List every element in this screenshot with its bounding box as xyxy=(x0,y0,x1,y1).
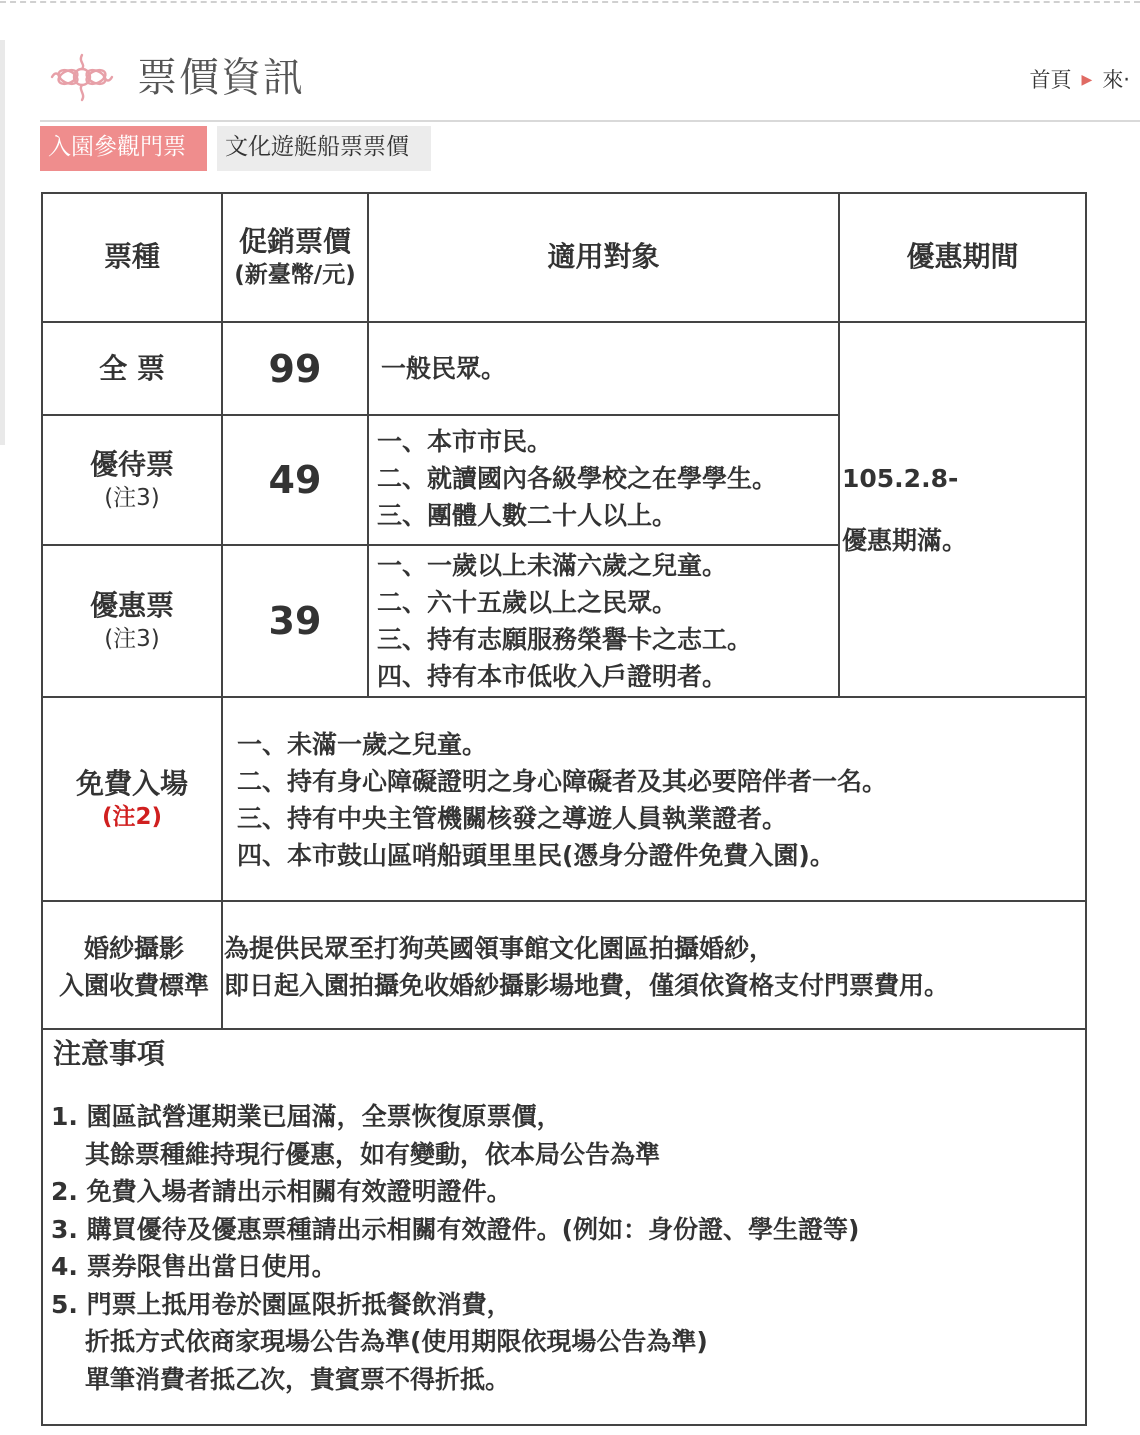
note-line: 4. 票券限售出當日使用。 xyxy=(51,1252,337,1281)
tab-yacht-ticket[interactable]: 文化遊艇船票票價 xyxy=(217,126,431,171)
breadcrumb-home-link[interactable]: 首頁 xyxy=(1029,68,1072,92)
price-table xyxy=(41,192,1087,1426)
target-discount xyxy=(377,547,837,695)
promo-period xyxy=(842,464,1082,556)
target-line: 一、本市市民。 xyxy=(377,427,553,456)
header-price-unit: (新臺幣/元) xyxy=(234,261,356,288)
price-discount xyxy=(223,546,367,696)
ticket-type-concession: 優待票 xyxy=(89,447,174,481)
wedding-label xyxy=(47,930,221,1004)
ticket-type-free: 免費入場 xyxy=(75,766,188,800)
wedding-text-line: 為提供民眾至打狗英國領事館文化園區拍攝婚紗， xyxy=(224,934,775,963)
ticket-type-discount: 優惠票 xyxy=(89,588,174,622)
target-line: 一、一歲以上未滿六歲之兒童。 xyxy=(377,551,728,580)
header-period-label: 優惠期間 xyxy=(906,240,1019,274)
target-line: 三、持有中央主管機關核發之導遊人員執業證者。 xyxy=(237,804,788,833)
price-full-value: 99 xyxy=(268,346,322,391)
header-price-label: 促銷票價 xyxy=(238,225,351,259)
note-line: 1. 園區試營運期業已屆滿，全票恢復原票價， xyxy=(51,1102,562,1131)
target-full xyxy=(381,350,831,387)
ticket-type-concession-note: (注3) xyxy=(104,485,160,512)
header-ticket-type xyxy=(43,194,221,321)
price-full xyxy=(223,323,367,414)
note-line: 3. 購買優待及優惠票種請出示相關有效證件。(例如：身份證、學生證等) xyxy=(51,1214,860,1244)
table-row xyxy=(43,323,221,414)
target-line: 四、本市鼓山區哨船頭里里民(憑身分證件免費入園)。 xyxy=(237,841,835,870)
page-title: 票價資訊 xyxy=(137,55,305,101)
header-target xyxy=(369,194,838,321)
knot-ornament-icon xyxy=(48,50,116,104)
target-line: 二、就讀國內各級學校之在學學生。 xyxy=(377,464,778,493)
wedding-label-line: 婚紗攝影 xyxy=(83,934,184,963)
price-discount-value: 39 xyxy=(268,599,322,643)
ticket-type-full: 全 票 xyxy=(99,351,165,385)
notes-list xyxy=(51,1098,1081,1398)
page-header xyxy=(40,40,1140,122)
note-line: 5. 門票上抵用卷於園區限折抵餐飲消費， xyxy=(51,1289,512,1319)
price-concession xyxy=(223,416,367,544)
table-row xyxy=(43,698,221,900)
target-line: 三、持有志願服務榮譽卡之志工。 xyxy=(377,625,753,654)
breadcrumb xyxy=(1030,64,1130,94)
ticket-type-free-note: (注2) xyxy=(101,804,163,831)
target-free xyxy=(237,726,1077,874)
header-target-label: 適用對象 xyxy=(547,240,660,274)
target-line: 一般民眾。 xyxy=(381,354,507,383)
target-line: 四、持有本市低收入戶證明者。 xyxy=(377,662,728,691)
header-ticket-type-label: 票種 xyxy=(103,240,160,274)
target-concession xyxy=(377,423,837,534)
wedding-text-line: 即日起入園拍攝免收婚紗攝影場地費，僅須依資格支付門票費用。 xyxy=(224,971,950,1000)
grid-line xyxy=(43,1028,1085,1030)
table-row xyxy=(43,546,221,696)
grid-line xyxy=(43,900,1085,902)
left-side-bar xyxy=(0,40,5,445)
promo-period-start: 105.2.8- xyxy=(842,464,959,493)
target-line: 三、團體人數二十人以上。 xyxy=(377,501,678,530)
promo-period-end: 優惠期滿。 xyxy=(842,526,968,555)
note-line: 2. 免費入場者請出示相關有效證明證件。 xyxy=(51,1177,512,1206)
note-line: 其餘票種維持現行優惠，如有變動，依本局公告為準 xyxy=(85,1139,661,1169)
table-row xyxy=(43,416,221,544)
breadcrumb-arrow-icon: ▶ xyxy=(1081,72,1093,88)
breadcrumb-next-link[interactable]: 來‧ xyxy=(1102,68,1130,92)
price-concession-value: 49 xyxy=(268,458,322,502)
ticket-type-discount-note: (注3) xyxy=(104,626,160,653)
note-line: 單筆消費者抵乙次，貴賓票不得折抵。 xyxy=(85,1364,511,1394)
notes-title: 注意事項 xyxy=(53,1037,166,1070)
header-price xyxy=(223,194,367,321)
target-line: 二、六十五歲以上之民眾。 xyxy=(377,588,678,617)
top-dashed-divider xyxy=(0,1,1140,3)
header-period xyxy=(840,194,1085,321)
note-line: 折抵方式依商家現場公告為準(使用期限依現場公告為準) xyxy=(85,1327,708,1356)
wedding-label-line: 入園收費標準 xyxy=(58,971,209,1000)
target-line: 二、持有身心障礙證明之身心障礙者及其必要陪伴者一名。 xyxy=(237,767,888,796)
tab-admission-ticket[interactable]: 入園參觀門票 xyxy=(40,126,207,171)
target-line: 一、未滿一歲之兒童。 xyxy=(237,730,488,759)
wedding-text xyxy=(224,930,1084,1004)
